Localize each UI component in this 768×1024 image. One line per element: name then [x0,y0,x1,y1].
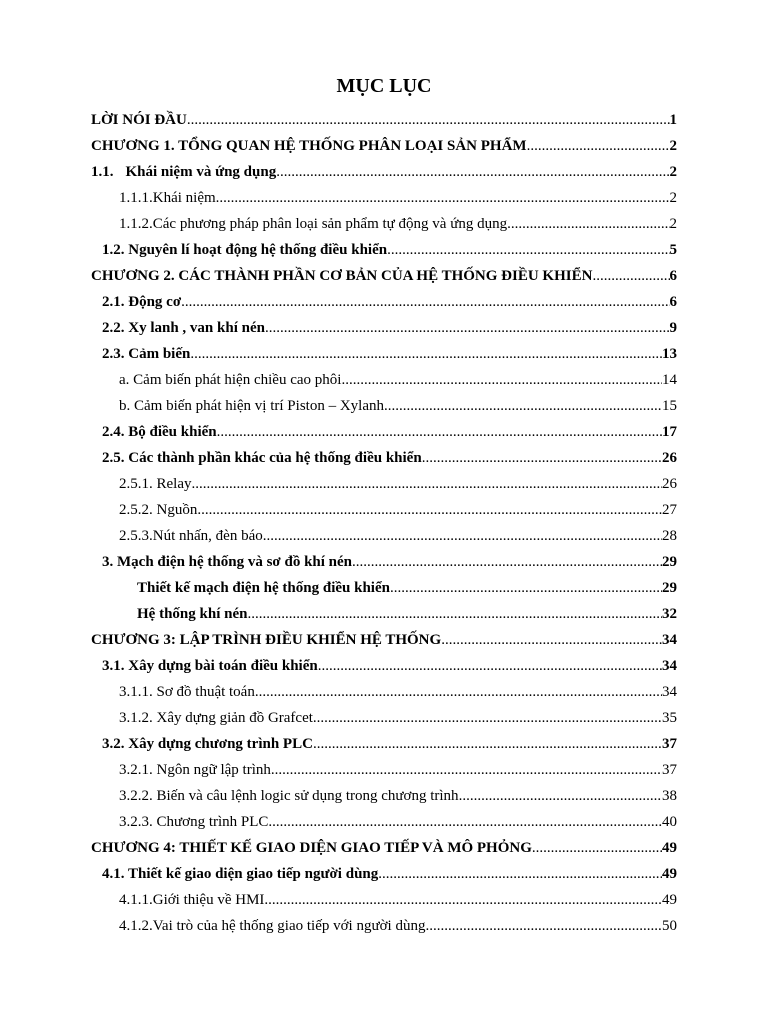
toc-entry[interactable] [91,133,677,159]
toc-entry-page-number: 6 [669,294,677,310]
toc-entry-page-number: 34 [662,658,677,674]
toc-entry-page-number: 29 [662,554,677,570]
toc-entry-text: 1.1.2.Các phương pháp phân loại sản phẩm tự động và ứng dụng [119,216,508,232]
dot-leader [190,341,662,367]
toc-entry-page-number: 17 [662,424,677,440]
dot-leader [187,107,670,133]
toc-entry-page-number: 34 [662,632,677,648]
toc-entry-page-number: 13 [662,346,677,362]
toc-entry[interactable] [119,705,677,731]
toc-entry[interactable] [102,731,677,757]
toc-entry-text: b. Cảm biến phát hiện vị trí Piston – Xylanh [119,398,384,414]
toc-entry-text: a. Cảm biến phát hiện chiều cao phôi [119,372,342,388]
toc-entry-text: 2.1. Động cơ [102,294,182,310]
dot-leader [313,705,662,731]
toc-entry-page-number: 2 [669,164,677,180]
dot-leader [527,133,670,159]
page-title: MỤC LỤC [336,75,432,97]
dot-leader [265,315,670,341]
toc-entry[interactable] [119,757,677,783]
toc-entry[interactable] [102,861,677,887]
toc-entry-text: 3.2.1. Ngôn ngữ lập trình [119,762,271,778]
toc-entry[interactable] [137,575,677,601]
dot-leader [247,601,662,627]
toc-entry[interactable] [119,185,677,211]
toc-entry-number: 1.1. [91,164,114,180]
dot-leader [459,783,662,809]
dot-leader [264,887,662,913]
dot-leader [313,731,662,757]
dot-leader [263,523,662,549]
toc-entry-page-number: 49 [662,840,677,856]
toc-entry-page-number: 35 [662,710,677,726]
toc-entry-page-number: 49 [662,866,677,882]
toc-entry-page-number: 14 [662,372,677,388]
toc-entry-text: 4.1.2.Vai trò của hệ thống giao tiếp với người dùng [119,918,426,934]
toc-entry-page-number: 37 [662,762,677,778]
toc-entry[interactable] [119,393,677,419]
toc-entry-text: CHƯƠNG 2. CÁC THÀNH PHẦN CƠ BẢN CỦA HỆ THỐNG ĐIỀU KHIỂN [91,268,593,284]
toc-entry[interactable] [91,627,677,653]
toc-entry-text: Thiết kế mạch điện hệ thống điều khiển [137,580,390,596]
toc-entry[interactable] [102,289,677,315]
toc-entry-text: 3. Mạch điện hệ thống và sơ đồ khí nén [102,554,353,570]
toc-entry[interactable] [102,445,677,471]
toc-entry[interactable] [91,263,677,289]
toc-entry[interactable] [119,471,677,497]
toc-entry-page-number: 34 [662,684,677,700]
toc-entry-text: 3.1.2. Xây dựng giản đồ Grafcet [119,710,313,726]
toc-entry-text: 1.1.1.Khái niệm [119,190,216,206]
toc-entry-page-number: 27 [662,502,677,518]
toc-entry-page-number: 29 [662,580,677,596]
dot-leader [425,913,662,939]
toc-entry-text: 3.2.3. Chương trình PLC [119,814,269,830]
toc-entry-text: 3.2. Xây dựng chương trình PLC [102,736,313,752]
toc-entry-text: LỜI NÓI ĐẦU [91,112,187,128]
toc-entry[interactable] [91,835,677,861]
toc-entry-text: CHƯƠNG 4: THIẾT KẾ GIAO DIỆN GIAO TIẾP VÀ MÔ PHỎNG [91,840,532,856]
dot-leader [532,835,662,861]
dot-leader [422,445,662,471]
toc-entry-page-number: 26 [662,476,677,492]
toc-entry[interactable] [102,315,677,341]
toc-entry-page-number: 5 [669,242,677,258]
toc-entry-text: 2.4. Bộ điều khiển [102,424,217,440]
dot-leader [268,809,662,835]
toc-entry[interactable] [91,107,677,133]
dot-leader [352,549,662,575]
toc-entry[interactable] [119,367,677,393]
dot-leader [507,211,669,237]
toc-entry-page-number: 2 [669,216,677,232]
toc-entry-text: CHƯƠNG 3: LẬP TRÌNH ĐIỀU KHIỂN HỆ THỐNG [91,632,442,648]
toc-entry-text: 2.5.3.Nút nhấn, đèn báo [119,528,263,544]
toc-entry[interactable] [102,237,677,263]
toc-entry[interactable] [119,913,677,939]
toc-entry[interactable] [102,419,677,445]
toc-entry[interactable] [102,341,677,367]
toc-entry-text: 2.5.1. Relay [119,476,192,492]
toc-entry[interactable] [119,211,677,237]
toc-entry-text: 4.1. Thiết kế giao diện giao tiếp người dùng [102,866,379,882]
toc-entry-text: 3.1.1. Sơ đồ thuật toán [119,684,255,700]
toc-entry-text: Khái niệm và ứng dụng [125,164,277,180]
dot-leader [318,653,662,679]
dot-leader [592,263,669,289]
toc-entry-text: CHƯƠNG 1. TỔNG QUAN HỆ THỐNG PHÂN LOẠI SẢN PHẨM [91,138,527,154]
toc-entry-page-number: 32 [662,606,677,622]
dot-leader [384,393,662,419]
toc-entry-text: 1.2. Nguyên lí hoạt động hệ thống điều khiển [102,242,388,258]
toc-entry-page-number: 1 [669,112,677,128]
toc-entry[interactable] [119,497,677,523]
dot-leader [216,185,670,211]
toc-entry[interactable] [91,159,677,185]
toc-entry-page-number: 15 [662,398,677,414]
toc-entry-text: Hệ thống khí nén [137,606,248,622]
dot-leader [197,497,662,523]
toc-entry-page-number: 40 [662,814,677,830]
toc-entry-text: 3.2.2. Biến và câu lệnh logic sử dụng trong chương trình [119,788,459,804]
toc-entry-page-number: 38 [662,788,677,804]
toc-entry[interactable] [102,549,677,575]
dot-leader [181,289,669,315]
dot-leader [276,159,669,185]
dot-leader [390,575,662,601]
toc-entry-text: 2.5.2. Nguồn [119,502,198,518]
toc-entry[interactable] [119,783,677,809]
dot-leader [441,627,662,653]
dot-leader [387,237,669,263]
toc-entry-page-number: 28 [662,528,677,544]
toc-entry-page-number: 50 [662,918,677,934]
toc-entry-text: 2.5. Các thành phần khác của hệ thống điều khiển [102,450,422,466]
toc-entry-page-number: 26 [662,450,677,466]
toc-entry[interactable] [119,523,677,549]
dot-leader [217,419,662,445]
dot-leader [378,861,662,887]
toc-entry-page-number: 2 [669,138,677,154]
toc-entry-page-number: 9 [669,320,677,336]
toc-entry[interactable] [137,601,677,627]
toc-entry[interactable] [119,679,677,705]
dot-leader [271,757,662,783]
toc-entry-text: 4.1.1.Giới thiệu về HMI [119,892,265,908]
dot-leader [341,367,662,393]
dot-leader [255,679,662,705]
toc-entry[interactable] [102,653,677,679]
toc-entry[interactable] [119,809,677,835]
toc-entry-page-number: 2 [669,190,677,206]
dot-leader [192,471,663,497]
toc-entry-text: 2.3. Cảm biến [102,346,191,362]
toc-entry-text: 2.2. Xy lanh , van khí nén [102,320,265,336]
toc-entry[interactable] [119,887,677,913]
toc-entry-page-number: 6 [669,268,677,284]
toc-entry-text: 3.1. Xây dựng bài toán điều khiển [102,658,318,674]
toc-entry-page-number: 37 [662,736,677,752]
toc-entry-page-number: 49 [662,892,677,908]
